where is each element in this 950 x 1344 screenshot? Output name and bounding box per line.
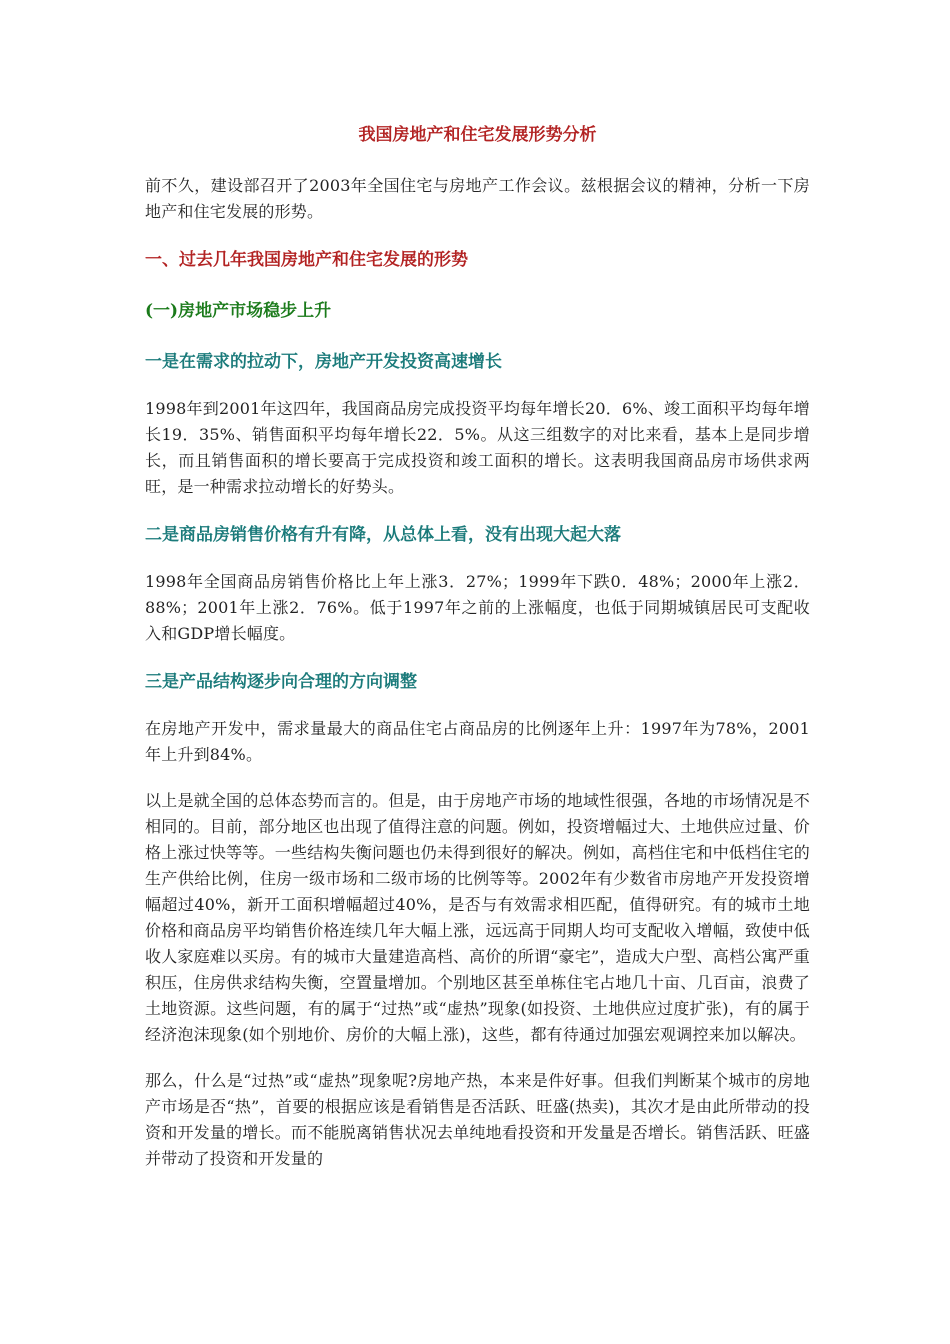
subsection-heading: (一)房地产市场稳步上升 <box>145 301 332 321</box>
point-heading-1: 一是在需求的拉动下，房地产开发投资高速增长 <box>145 352 502 372</box>
document-body <box>145 120 810 1192</box>
overview-paragraph: 以上是就全国的总体态势而言的。但是，由于房地产市场的地域性很强，各地的市场情况是不相同的。目前，部分地区也出现了值得注意的问题。例如，投资增幅过大、土地供应过量、价格上涨过快等等。一些结构失衡问题也仍未得到很好的解决。例如，高档住宅和中低档住宅的生产供给比例，住房一级市场和二级市场的比例等等。2002年有少数省市房地产开发投资增幅超过40%，新开工面积增幅超过40%，是否与有效需求相匹配，值得研究。有的城市土地价格和商品房平均销售价格连续几年大幅上涨，远远高于同期人均可支配收入增幅，致使中低收人家庭难以买房。有的城市大量建造高档、高价的所谓“豪宅”，造成大户型、高档公寓严重积压，住房供求结构失衡，空置量增加。个别地区甚至单栋住宅占地几十亩、几百亩，浪费了土地资源。这些问题，有的属于“过热”或“虚热”现象(如投资、土地供应过度扩张)，有的属于经济泡沫现象(如个别地价、房价的大幅上涨)，这些，都有待通过加强宏观调控来加以解决。 <box>145 791 810 1044</box>
point-heading-2: 二是商品房销售价格有升有降，从总体上看，没有出现大起大落 <box>145 525 621 545</box>
question-paragraph: 那么，什么是“过热”或“虚热”现象呢?房地产热，本来是件好事。但我们判断某个城市的房地产市场是否“热”，首要的根据应该是看销售是否活跃、旺盛(热卖)，其次才是由此所带动的投资和开发量的增长。而不能脱离销售状况去单纯地看投资和开发量是否增长。销售活跃、旺盛并带动了投资和开发量的 <box>145 1071 810 1168</box>
point-heading-3: 三是产品结构逐步向合理的方向调整 <box>145 672 417 692</box>
point-paragraph-2: 1998年全国商品房销售价格比上年上涨3．27%；1999年下跌0．48%；2000年上涨2．88%；2001年上涨2．76%。低于1997年之前的上涨幅度，也低于同期城镇居民可支配收入和GDP增长幅度。 <box>145 572 810 643</box>
point-paragraph-1: 1998年到2001年这四年，我国商品房完成投资平均每年增长20．6%、竣工面积平均每年增长19．35%、销售面积平均每年增长22．5%。从这三组数字的对比来看，基本上是同步增长，而且销售面积的增长要高于完成投资和竣工面积的增长。这表明我国商品房市场供求两旺，是一种需求拉动增长的好势头。 <box>145 399 810 496</box>
document-title: 我国房地产和住宅发展形势分析 <box>358 125 597 145</box>
intro-paragraph: 前不久，建设部召开了2003年全国住宅与房地产工作会议。兹根据会议的精神，分析一下房地产和住宅发展的形势。 <box>145 176 810 221</box>
point-paragraph-3: 在房地产开发中，需求量最大的商品住宅占商品房的比例逐年上升：1997年为78%，2001年上升到84%。 <box>145 719 810 764</box>
section-heading: 一、过去几年我国房地产和住宅发展的形势 <box>145 250 468 270</box>
